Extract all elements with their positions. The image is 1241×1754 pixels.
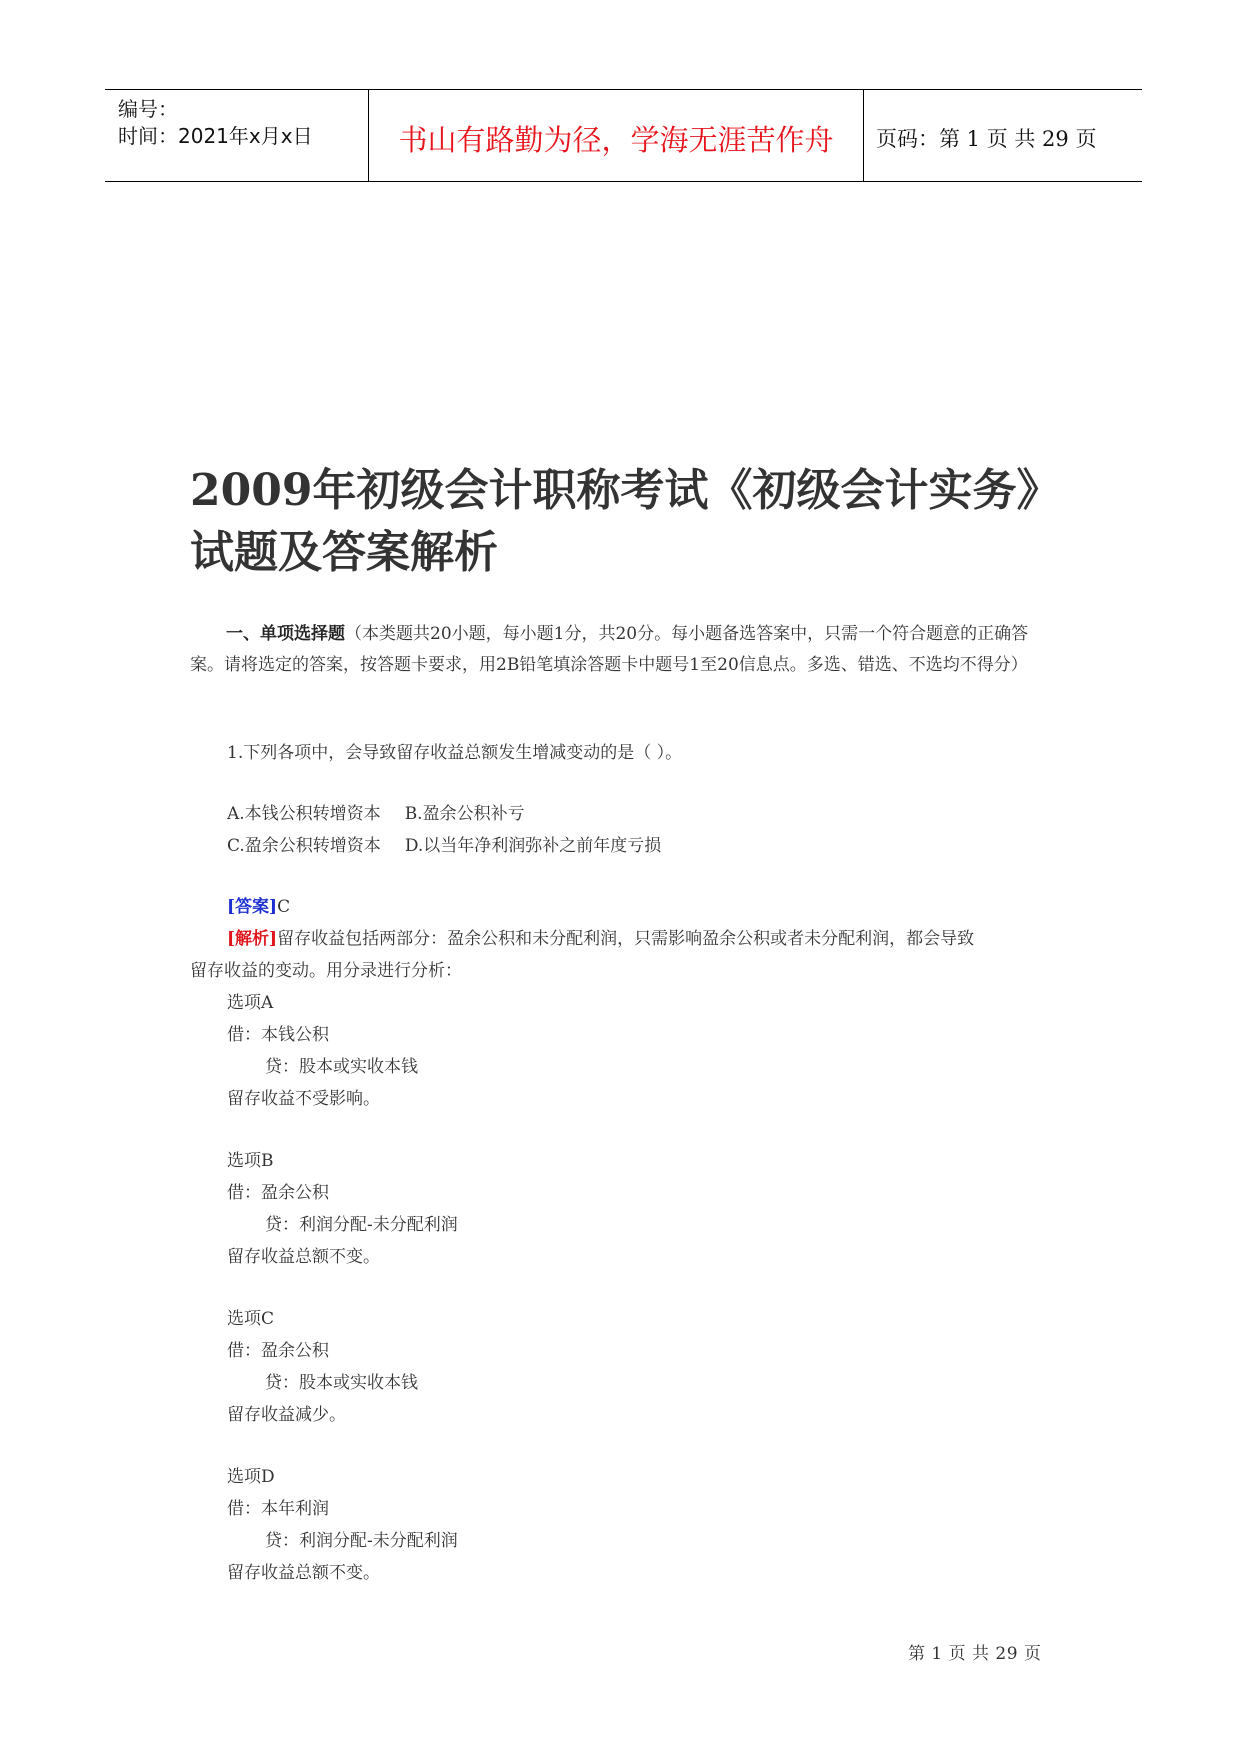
section-heading: 一、单项选择题 xyxy=(226,624,345,644)
page-header xyxy=(105,89,1142,182)
document-title: 2009年初级会计职称考试《初级会计实务》试题及答案解析 xyxy=(190,465,1061,578)
page-footer: 第 1 页 共 29 页 xyxy=(908,1644,1042,1664)
question-stem: 1.下列各项中，会导致留存收益总额发生增减变动的是（ ）。 xyxy=(227,743,683,763)
analysis-text-1: 留存收益包括两部分：盈余公积和未分配利润，只需影响盈余公积或者未分配利润，都会导致 xyxy=(277,929,975,949)
entry-d-debit: 借：本年利润 xyxy=(227,1499,329,1519)
entry-a-label: 选项A xyxy=(227,993,274,1013)
option-c: C.盈余公积转增资本 xyxy=(227,836,381,856)
section-instructions: （本类题共20小题，每小题1分，共20分。每小题备选答案中，只需一个符合题意的正确答案。请将选定的答案，按答题卡要求，用2B铅笔填涂答题卡中题号1至20信息点。多选、错选、不选均不得分） xyxy=(190,624,1029,675)
option-a: A.本钱公积转增资本 xyxy=(227,804,381,824)
analysis-line-2: 留存收益的变动。用分录进行分析： xyxy=(190,961,462,981)
header-meta-cell xyxy=(105,90,369,181)
entry-d-label: 选项D xyxy=(227,1467,275,1487)
entry-b-result: 留存收益总额不变。 xyxy=(227,1247,380,1267)
answer-tag: [答案] xyxy=(227,897,278,917)
entry-c-credit: 贷：股本或实收本钱 xyxy=(265,1373,418,1393)
entry-a-result: 留存收益不受影响。 xyxy=(227,1089,380,1109)
analysis-tag: [解析] xyxy=(227,929,278,949)
document-number-label: 编号： xyxy=(118,97,178,121)
document-time-label: 时间：2021年x月x日 xyxy=(118,124,313,148)
header-motto: 书山有路勤为径，学海无涯苦作舟 xyxy=(398,123,834,157)
entry-a-credit: 贷：股本或实收本钱 xyxy=(265,1057,418,1077)
header-page-info: 页码：第 1 页 共 29 页 xyxy=(876,127,1097,151)
option-d: D.以当年净利润弥补之前年度亏损 xyxy=(404,836,662,856)
entry-b-credit: 贷：利润分配-未分配利润 xyxy=(265,1215,458,1235)
entry-c-result: 留存收益减少。 xyxy=(227,1405,346,1425)
header-motto-cell xyxy=(369,90,864,181)
section-intro xyxy=(190,619,1060,681)
option-b: B.盈余公积补亏 xyxy=(404,804,525,824)
entry-d-result: 留存收益总额不变。 xyxy=(227,1563,380,1583)
options-row-2 xyxy=(227,831,661,856)
answer-value: C xyxy=(277,897,291,917)
entry-c-debit: 借：盈余公积 xyxy=(227,1341,329,1361)
entry-b-debit: 借：盈余公积 xyxy=(227,1183,329,1203)
entry-a-debit: 借：本钱公积 xyxy=(227,1025,329,1045)
analysis-line-1 xyxy=(227,924,974,949)
entry-c-label: 选项C xyxy=(227,1309,275,1329)
header-page-cell xyxy=(864,90,1142,181)
answer-line xyxy=(227,892,290,917)
entry-d-credit: 贷：利润分配-未分配利润 xyxy=(265,1531,458,1551)
entry-b-label: 选项B xyxy=(227,1151,274,1171)
options-row-1 xyxy=(227,799,525,824)
